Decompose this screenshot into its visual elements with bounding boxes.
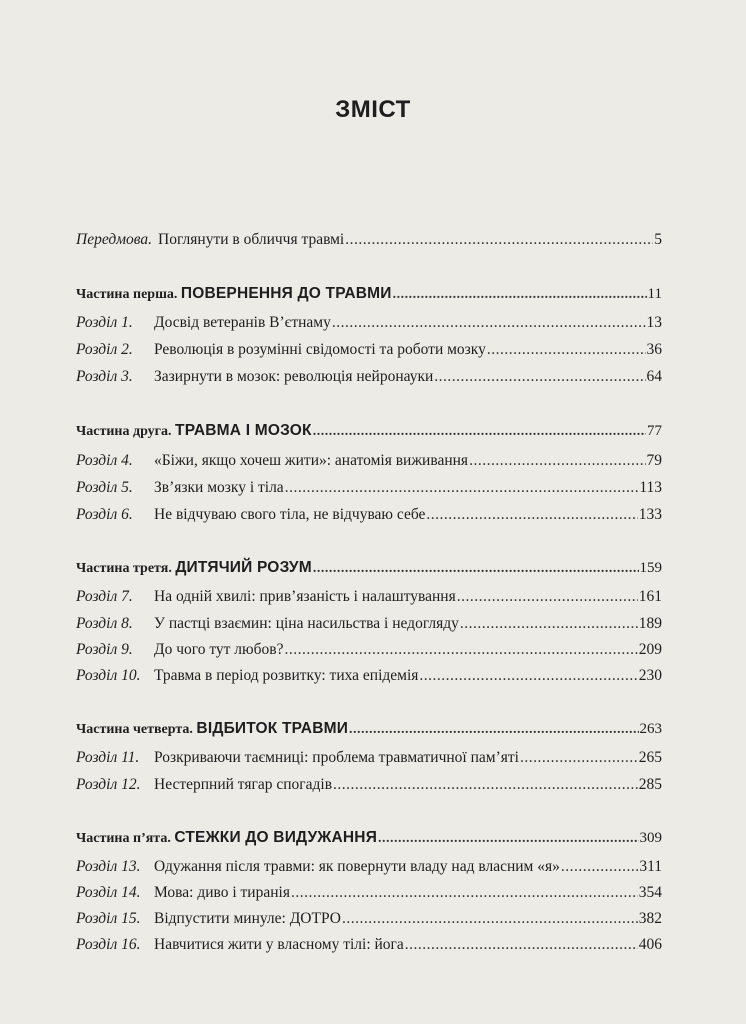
dot-leader [333, 775, 638, 795]
toc-part-2 [76, 421, 662, 442]
chapter-title: Навчитися жити у власному тілі: йога [154, 936, 404, 953]
page-number: 209 [638, 641, 662, 658]
chapter-label: Розділ 9. [76, 641, 133, 658]
chapter-label: Розділ 6. [76, 506, 133, 523]
chapter-label: Розділ 8. [76, 615, 133, 632]
chapter-title: Нестерпний тягар спогадів [154, 776, 333, 793]
toc-chapter-13 [76, 857, 662, 877]
toc-chapter-3 [76, 367, 662, 387]
part-name: Частина перша. [76, 287, 178, 302]
page-number: 263 [639, 721, 662, 737]
page-number: 36 [646, 341, 662, 358]
page-number: 159 [639, 560, 662, 576]
chapter-label: Розділ 16. [76, 936, 141, 953]
dot-leader [378, 829, 638, 849]
chapter-title: Одужання після травми: як повернути владу над власним «я» [154, 858, 560, 875]
part-title: ПОВЕРНЕННЯ ДО ТРАВМИ [180, 285, 392, 302]
page-number: 230 [638, 667, 662, 684]
page-number: 285 [638, 776, 662, 793]
page-number: 79 [646, 452, 662, 469]
part-title: ДИТЯЧИЙ РОЗУМ [175, 559, 312, 576]
part-name: Частина третя. [76, 561, 172, 576]
toc-part-3 [76, 558, 662, 579]
dot-leader [313, 422, 646, 442]
toc-part-4 [76, 719, 662, 740]
dot-leader [285, 478, 639, 498]
toc-chapter-8 [76, 614, 662, 634]
dot-leader [332, 313, 646, 333]
chapter-title: На одній хвилі: прив’язаність і налаштування [154, 588, 456, 605]
page-number: 354 [638, 884, 662, 901]
page-number: 406 [638, 936, 662, 953]
preface-label: Передмова. [76, 231, 153, 248]
chapter-title: Зв’язки мозку і тіла [154, 479, 284, 496]
toc-chapter-4 [76, 451, 662, 471]
toc-chapter-11 [76, 748, 662, 768]
dot-leader [520, 748, 638, 768]
part-title: СТЕЖКИ ДО ВИДУЖАННЯ [174, 829, 378, 846]
chapter-title: Розкриваючи таємниці: проблема травматичної пам’яті [154, 749, 519, 766]
preface-title: Поглянути в обличчя травмі [158, 231, 345, 248]
page-number: 265 [638, 749, 662, 766]
dot-leader [345, 230, 653, 250]
chapter-label: Розділ 15. [76, 910, 141, 927]
dot-leader [349, 720, 638, 740]
chapter-label: Розділ 5. [76, 479, 133, 496]
dot-leader [313, 559, 639, 579]
chapter-label: Розділ 4. [76, 452, 133, 469]
toc-chapter-5 [76, 478, 662, 498]
toc-chapter-15 [76, 909, 662, 929]
chapter-label: Розділ 2. [76, 341, 133, 358]
toc-chapter-10 [76, 666, 662, 686]
part-title: ТРАВМА І МОЗОК [175, 422, 312, 439]
chapter-title: Досвід ветеранів В’єтнаму [154, 314, 331, 331]
page-number: 113 [639, 479, 662, 496]
toc-chapter-14 [76, 883, 662, 903]
toc-part-1 [76, 284, 662, 305]
chapter-title: Відпустити минуле: ДОТРО [154, 910, 341, 927]
chapter-label: Розділ 11. [76, 749, 140, 766]
part-name: Частина друга. [76, 424, 172, 439]
chapter-title: Травма в період розвитку: тиха епідемія [154, 667, 419, 684]
toc-chapter-2 [76, 340, 662, 360]
page-number: 5 [654, 231, 662, 248]
page-number: 64 [646, 368, 662, 385]
page-number: 133 [638, 506, 662, 523]
toc-entry-preface [76, 230, 662, 250]
chapter-label: Розділ 13. [76, 858, 141, 875]
chapter-title: Не відчуваю свого тіла, не відчуваю себе [154, 506, 426, 523]
dot-leader [457, 587, 638, 607]
page-number: 382 [638, 910, 662, 927]
chapter-label: Розділ 14. [76, 884, 141, 901]
page-title: ЗМІСТ [335, 96, 411, 123]
chapter-label: Розділ 7. [76, 588, 133, 605]
dot-leader [284, 640, 637, 660]
page-number: 309 [639, 830, 662, 846]
part-name: Частина п’ята. [76, 831, 171, 846]
chapter-label: Розділ 12. [76, 776, 141, 793]
page-number: 189 [638, 615, 662, 632]
page-number: 311 [639, 858, 662, 875]
toc-chapter-1 [76, 313, 662, 333]
dot-leader [342, 909, 638, 929]
dot-leader [460, 614, 638, 634]
page-number: 161 [638, 588, 662, 605]
toc-part-5 [76, 828, 662, 849]
dot-leader [561, 857, 638, 877]
chapter-title: Мова: диво і тиранія [154, 884, 290, 901]
page-number: 13 [646, 314, 662, 331]
dot-leader [405, 935, 638, 955]
dot-leader [487, 340, 646, 360]
chapter-title: Зазирнути в мозок: революція нейронауки [154, 368, 434, 385]
dot-leader [434, 367, 645, 387]
chapter-title: Революція в розумінні свідомості та роботи мозку [154, 341, 486, 358]
chapter-title: У пастці взаємин: ціна насильства і недогляду [154, 615, 459, 632]
dot-leader [393, 285, 647, 305]
chapter-title: «Біжи, якщо хочеш жити»: анатомія виживання [154, 452, 469, 469]
toc-chapter-16 [76, 935, 662, 955]
page-number: 77 [647, 423, 662, 439]
toc-chapter-9 [76, 640, 662, 660]
dot-leader [291, 883, 638, 903]
chapter-title: До чого тут любов? [154, 641, 284, 658]
chapter-label: Розділ 1. [76, 314, 133, 331]
part-name: Частина четверта. [76, 722, 193, 737]
chapter-label: Розділ 3. [76, 368, 133, 385]
dot-leader [419, 666, 637, 686]
chapter-label: Розділ 10. [76, 667, 141, 684]
toc-chapter-12 [76, 775, 662, 795]
part-title: ВІДБИТОК ТРАВМИ [196, 720, 349, 737]
toc-chapter-6 [76, 505, 662, 525]
page-number: 11 [647, 286, 662, 302]
toc-chapter-7 [76, 587, 662, 607]
dot-leader [426, 505, 637, 525]
dot-leader [469, 451, 645, 471]
